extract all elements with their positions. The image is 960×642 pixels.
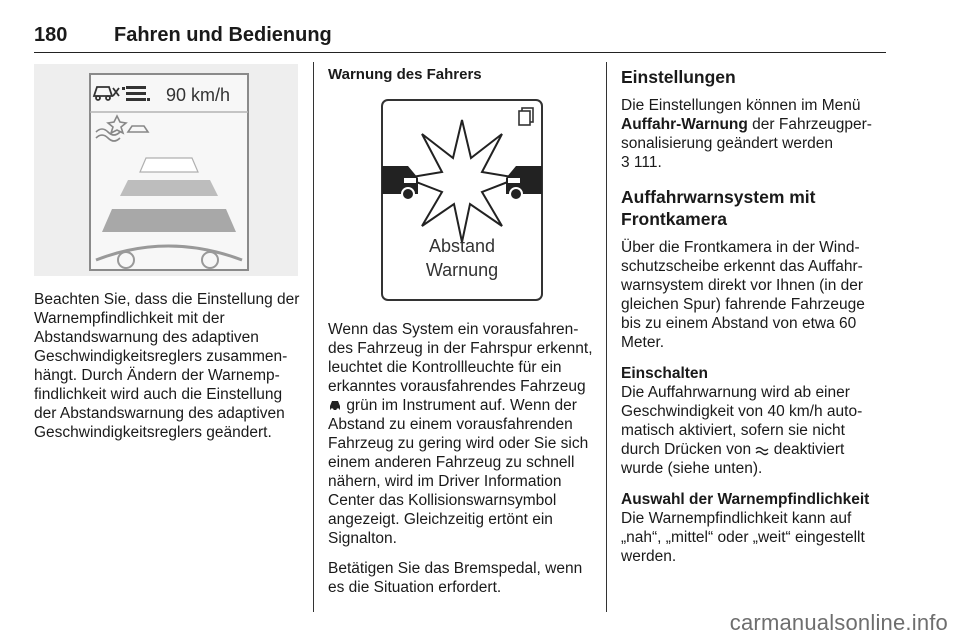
distance-warning-figure (378, 96, 546, 304)
menu-name: Auffahr-Warnung (621, 116, 748, 133)
settings-paragraph: Die Einstellungen können im Menü Auffahr-Warnung der Fahrzeugpersonalisierung geändert werden 3 111. (621, 97, 872, 171)
lane-distance-bar-2 (120, 180, 218, 196)
vehicle-indicator-icon (328, 400, 342, 412)
lane-distance-bar-1 (140, 158, 198, 172)
speed-readout: 90 km/h (166, 85, 231, 105)
column-divider-1 (313, 62, 314, 612)
watermark-text: carmanualsonline.info (729, 610, 948, 635)
page-header (34, 22, 886, 53)
front-camera-heading: Auffahrwarnsystem mit Frontkamera (621, 187, 816, 229)
settings-heading: Einstellungen (621, 67, 736, 87)
gap-bars-icon (122, 86, 150, 101)
figure-label-line2: Warnung (425, 260, 499, 280)
chapter-title: Fahren und Bedienung (114, 24, 332, 46)
figure-label-line1: Abstand (428, 236, 496, 256)
switch-on-paragraph: Die Auffahrwarnung wird ab einer Geschwindigkeit von 40 km/h automatisch aktiviert, sofern sie nicht durch Drücken von deaktiviert wurde (siehe unten). (621, 384, 863, 477)
column-3 (621, 66, 883, 577)
sensitivity-note-paragraph: Beachten Sie, dass die Einstellung der Warnempfindlichkeit mit der Abstandswarnung des adaptiven Geschwindigkeitsreglers zusammenhängt. Durch Ändern der Warnempfindlichkeit wird auch die Einstellung der Abstandswarnung des adaptiven Geschwindigkeitsreglers geändert. (34, 291, 300, 441)
page-reference: 3 111. (621, 154, 662, 171)
column-1 (34, 290, 302, 453)
column-divider-2 (606, 62, 607, 612)
switch-on-heading: Einschalten (621, 365, 708, 382)
cluster-display-figure (34, 64, 298, 276)
warning-paragraph: Wenn das System ein vorausfahrendes Fahrzeug in der Fahrspur erkennt, leuchtet die Kontrollleuchte für ein erkanntes vorausfahrendes Fahrzeug grün im Instrument auf. Wenn der Abstand zu einem vorausfahrenden Fahrzeug zu gering wird oder Sie sich einem anderen Fahrzeug zu schnell nähern, wird im Driver Information Center das Kollisionswarnsymbol angezeigt. Gleichzeitig ertönt ein Signalton. (328, 321, 593, 547)
column-2 (328, 320, 596, 608)
page-number: 180 (34, 24, 68, 46)
lane-distance-bar-3 (102, 209, 236, 232)
front-camera-paragraph: Über die Frontkamera in der Windschutzscheibe erkennt das Auffahrwarnsystem direkt vor Ihnen (in der gleichen Spur) fahrende Fahrzeuge bis zu einem Abstand von etwa 60 Meter. (621, 239, 865, 351)
collision-alert-button-icon (755, 444, 769, 456)
brake-paragraph: Betätigen Sie das Bremspedal, wenn es die Situation erfordert. (328, 560, 583, 596)
sensitivity-heading: Auswahl der Warnempfindlichkeit (621, 491, 870, 508)
driver-warning-heading: Warnung des Fahrers (328, 66, 482, 83)
sensitivity-paragraph: Die Warnempfindlichkeit kann auf „nah“, „mittel“ oder „weit“ eingestellt werden. (621, 510, 865, 565)
